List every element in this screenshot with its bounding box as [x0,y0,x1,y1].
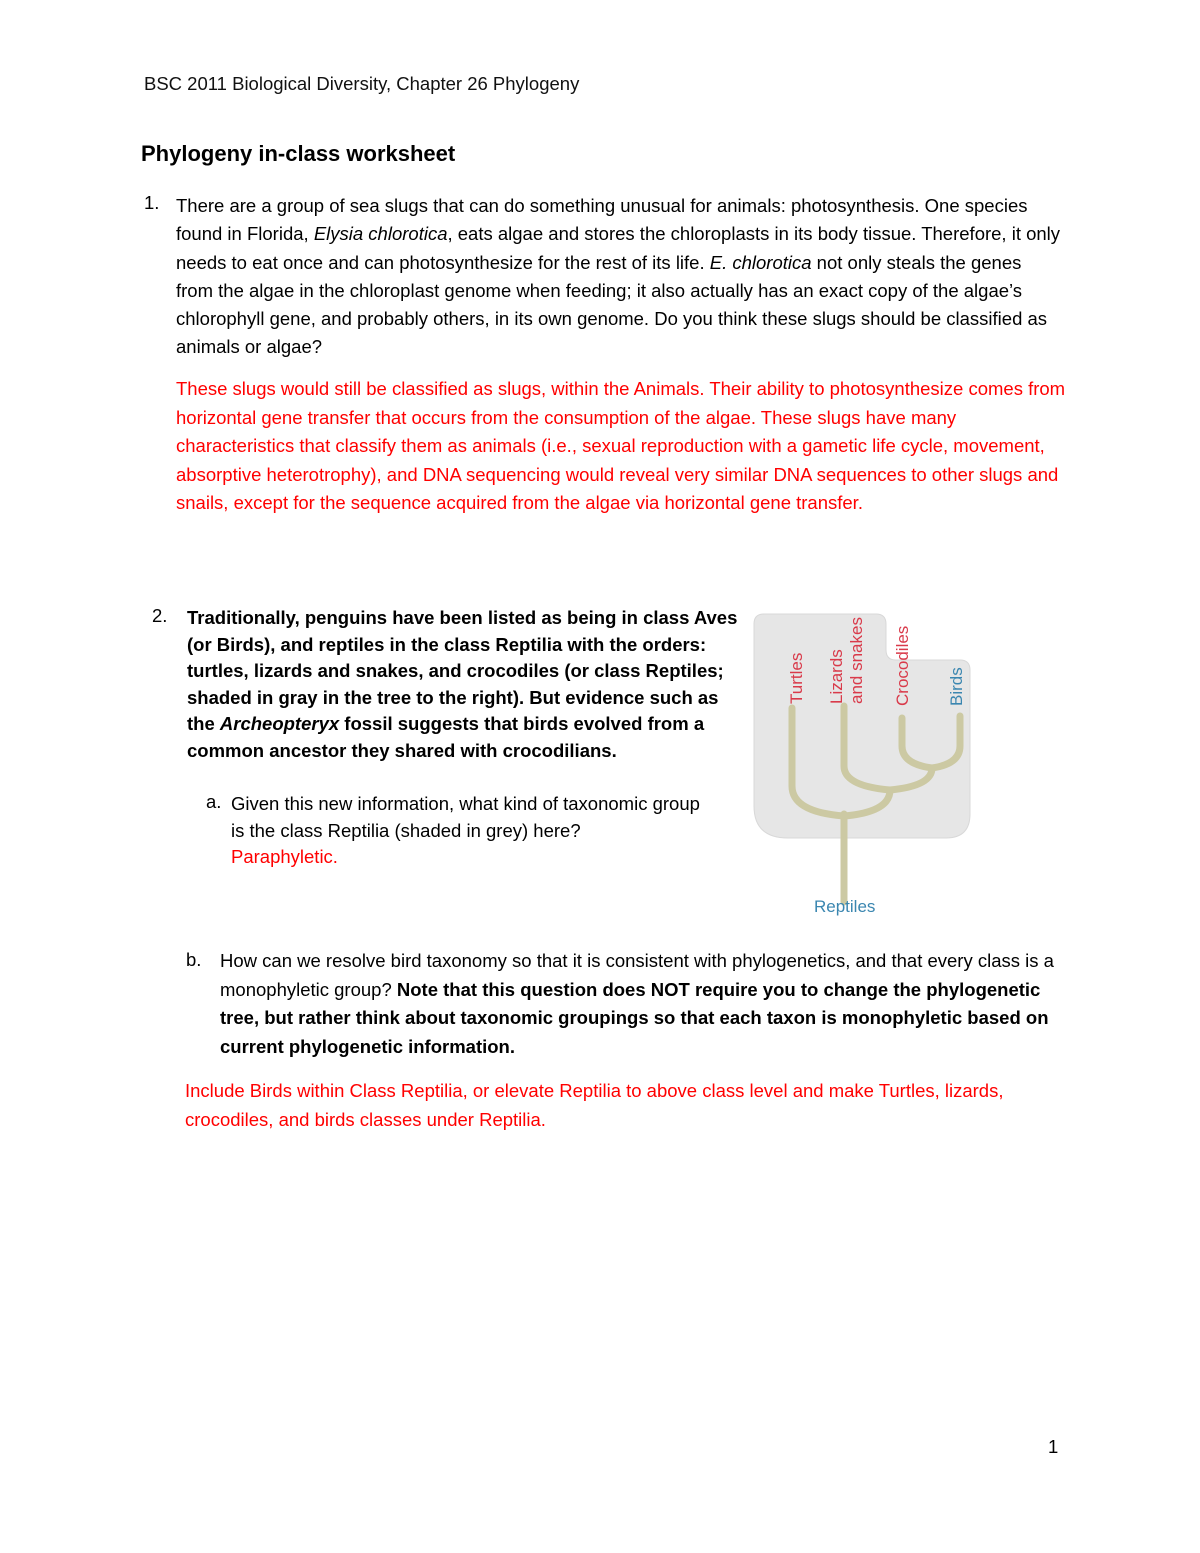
worksheet-title: Phylogeny in-class worksheet [141,141,456,166]
birds-label: Birds [947,667,966,706]
question-2a [231,791,711,871]
question-2-text: Traditionally, penguins have been listed as being in class Aves (or Birds), and reptiles in the class Reptilia with the orders: turtles, lizards and snakes, and crocodiles (or class Reptiles; shaded in gray in the tree to the right). But evidence such as the Archeopteryx fossil suggests that birds evolved from a common ancestor they shared with crocodilians. [187,607,738,761]
question-2b-note: Note that this question does NOT require you to change the phylogenetic tree, but rather think about taxonomic groupings so that each taxon is monophyletic based on current phylogenetic information. [220,978,1049,1057]
question-2a-label: a. [206,791,222,812]
question-1-answer: These slugs would still be classified as slugs, within the Animals. Their ability to photosynthesize comes from horizontal gene transfer that occurs from the consumption of the algae. These slugs have many characteristics that classify them as animals (i.e., sexual reproduction with a gametic life cycle, movement, absorptive heterotrophy), and DNA sequencing would reveal very similar DNA sequences to other slugs and snails, except for the sequence acquired from the algae via horizontal gene transfer. [176,378,1066,514]
page-header: BSC 2011 Biological Diversity, Chapter 26 Phylogeny [144,73,580,94]
page-number: 1 [1048,1436,1059,1457]
species-name: Elysia chlorotica [313,223,448,245]
question-2b-text: How can we resolve bird taxonomy so that it is consistent with phylogenetics, and that every class is a monophyletic group? [220,950,1054,1000]
turtles-label: Turtles [787,652,806,704]
crocodiles-label: Crocodiles [893,625,912,706]
question-2b-answer: Include Birds within Class Reptilia, or elevate Reptilia to above class level and make Turtles, lizards, crocodiles, and birds classes under Reptilia. [185,1080,1004,1130]
lizards-label: Lizards [827,649,846,704]
fossil-name: Archeopteryx [219,713,340,734]
phylogenetic-tree [752,606,1022,922]
and-snakes-label: and snakes [847,617,866,704]
question-2b-label: b. [186,949,202,970]
species-short-name: E. chlorotica [709,251,812,273]
question-2b [220,947,1060,1061]
question-2-number: 2. [152,605,168,626]
question-1-text: There are a group of sea slugs that can do something unusual for animals: photosynthesis. One species found in Florida, Elysia chlorotica, eats algae and stores the chloroplasts in its body tissue. Therefore, it only needs to eat once and can photosynthesize for the rest of its life. E. chlorotica not only steals the genes from the algae in the chloroplast genome when feeding; it also actually has an exact copy of the algae’s chlorophyll gene, and probably others, in its own genome. Do you think these slugs should be classified as animals or algae? [176,195,1061,358]
question-1-number: 1. [144,192,160,213]
question-2a-text: Given this new information, what kind of taxonomic group is the class Reptilia (shaded in grey) here? [231,793,700,841]
reptiles-group-label: Reptiles [814,897,876,916]
question-2a-answer: Paraphyletic. [231,846,338,867]
